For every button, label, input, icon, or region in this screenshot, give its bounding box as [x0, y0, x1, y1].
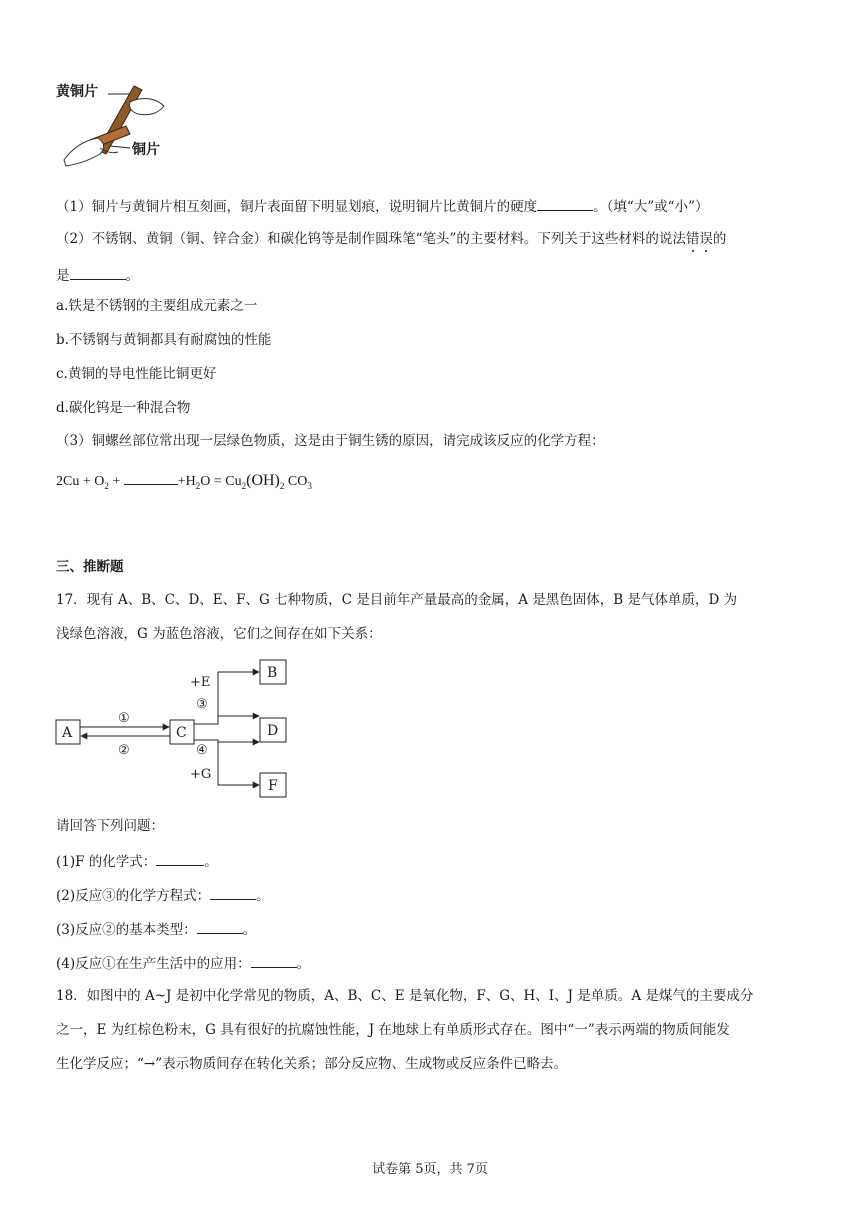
label-reaction-2: ②: [118, 743, 130, 758]
figure-label-brass: 黄铜片: [56, 84, 98, 100]
label-c: C: [176, 725, 187, 741]
eq-oh: (OH): [246, 472, 280, 489]
q17-sub2-text: (2)反应③的化学方程式：: [56, 888, 211, 904]
q17-sub2: [56, 886, 270, 904]
q16-part1-hint: 。（填“大”或“小”）: [593, 199, 709, 215]
q17-sub3-end: 。: [242, 922, 257, 938]
right-hand: [129, 99, 164, 115]
label-a: A: [62, 725, 73, 741]
q17-sub4-text: (4)反应①在生产生活中的应用：: [56, 956, 251, 972]
label-f: F: [268, 778, 278, 794]
eq-o2-sub: 2: [104, 480, 109, 491]
q16-part1: [56, 197, 708, 215]
q17-sub1-text: (1)F 的化学式：: [56, 854, 157, 870]
label-plus-g: +G: [190, 767, 212, 782]
q16-part1-blank[interactable]: [537, 197, 593, 211]
q16-part2-shi: 是: [56, 268, 70, 284]
page-footer: 试卷第 5页，共 7页: [372, 1162, 488, 1177]
q16-part2-blank[interactable]: [70, 266, 126, 280]
eq-blank[interactable]: [124, 471, 178, 485]
figure-label-copper: 铜片: [132, 142, 160, 158]
eq-plus: +: [108, 474, 124, 489]
eq-co3-sub: 3: [307, 480, 312, 491]
q16-part2-tail: 的: [712, 231, 727, 247]
copper-leader-line: [110, 146, 130, 148]
q18-line3: 生化学反应；“→”表示物质间存在转化关系；部分反应物、生成物或反应条件已略去。: [56, 1056, 568, 1072]
q16-part3: （3）铜螺丝部位常出现一层绿色物质，这是由于铜生锈的原因，请完成该反应的化学方程：: [56, 433, 605, 449]
q17-sub4: [56, 954, 310, 972]
q17-sub1-end: 。: [204, 854, 218, 870]
q17-line1: 17．现有 A、B、C、D、E、F、G 七种物质，C 是目前年产量最高的金属，A 是黑色固体，B 是气体单质，D 为: [56, 592, 738, 608]
eq-2cu-o: 2Cu + O: [56, 474, 105, 489]
label-reaction-1: ①: [118, 711, 130, 726]
q17-reaction-diagram: [50, 656, 300, 804]
q17-line2: 浅绿色溶液，G 为蓝色溶液，它们之间存在如下关系：: [56, 626, 382, 642]
scratch-illustration: [60, 82, 170, 168]
q17-prompt: 请回答下列问题：: [56, 818, 164, 834]
q16-part2: [56, 231, 726, 247]
label-plus-e: +E: [190, 675, 211, 690]
q17-sub3: [56, 920, 256, 938]
eq-cu2-sub: 2: [241, 480, 247, 491]
eq-h2-sub: 2: [195, 480, 201, 491]
q16-part2-answer-line: [56, 266, 139, 284]
q18-line2: 之一，E 为红棕色粉末，G 具有很好的抗腐蚀性能，J 在地球上有单质形式存在。图中“一”表示两端的物质间能发: [56, 1022, 730, 1038]
label-d: D: [267, 723, 279, 739]
q17-sub3-blank[interactable]: [197, 920, 243, 934]
q18-line1: 18．如图中的 A~J 是初中化学常见的物质，A、B、C、E 是氧化物，F、G、H、I、J 是单质。A 是煤气的主要成分: [56, 988, 754, 1004]
q16-option-c: c.黄铜的导电性能比铜更好: [56, 366, 217, 382]
q17-sub2-end: 。: [256, 888, 270, 904]
q17-sub4-end: 。: [296, 956, 311, 972]
q16-part1-text: （1）铜片与黄铜片相互刻画，铜片表面留下明显划痕，说明铜片比黄铜片的硬度: [56, 199, 538, 215]
q16-part2-end: 。: [125, 268, 139, 284]
left-hand: [64, 138, 104, 166]
q16-option-d: d.碳化钨是一种混合物: [56, 400, 191, 416]
label-reaction-3: ③: [196, 697, 208, 712]
eq-oh2-sub: 2: [279, 480, 285, 491]
label-b: B: [267, 665, 278, 681]
eq-o-cu: O = Cu: [200, 474, 242, 489]
q17-sub2-blank[interactable]: [210, 886, 256, 900]
q17-sub1-blank[interactable]: [156, 852, 204, 866]
eq-co: CO: [284, 474, 308, 489]
eq-h: +H: [177, 474, 196, 489]
rust-equation: [56, 471, 312, 492]
q17-sub4-blank[interactable]: [251, 954, 297, 968]
section-title: 三、推断题: [56, 559, 124, 575]
q17-sub1: [56, 852, 218, 870]
q16-emphasis-cuo: 错: [685, 231, 700, 247]
q16-emphasis-wu: 误: [699, 231, 713, 247]
q16-option-b: b.不锈钢与黄铜都具有耐腐蚀的性能: [56, 332, 272, 348]
label-reaction-4: ④: [196, 743, 208, 758]
q16-part2-text: （2）不锈钢、黄铜（铜、锌合金）和碳化钨等是制作圆珠笔“笔头”的主要材料。下列关于这些材料的说法: [56, 231, 686, 247]
q16-option-a: a.铁是不锈钢的主要组成元素之一: [56, 298, 258, 314]
q17-sub3-text: (3)反应②的基本类型：: [56, 922, 197, 938]
